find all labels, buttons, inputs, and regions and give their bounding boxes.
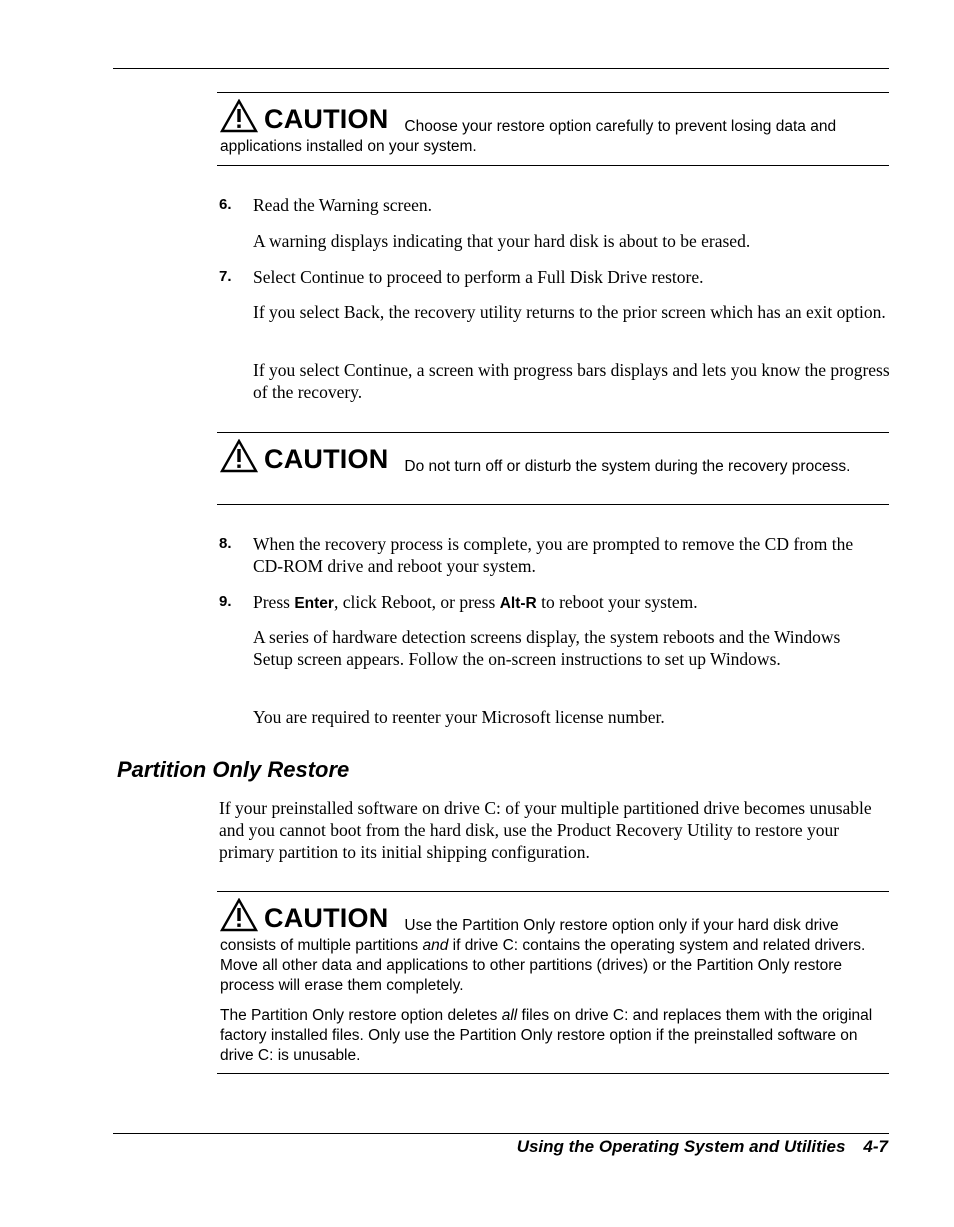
- caution-body-3b: [217, 1006, 882, 1066]
- caution-text-3b-2: files on drive C: and replaces them with the original factory installed files. Only use the Partition Only restore option if the preinstalled software on drive C: is unusable.: [220, 1007, 873, 1064]
- caution-text-3b-emphasis: all: [501, 1007, 518, 1024]
- caution-box-1: [217, 92, 889, 166]
- caution-heading-3: [220, 898, 388, 932]
- enter-key-label: Enter: [294, 595, 334, 612]
- caution-label: CAUTION: [264, 903, 389, 933]
- caution-text-1: Choose your restore option carefully to prevent losing data and applications installed on your system.: [220, 118, 837, 155]
- caution-text-3b-1: The Partition Only restore option deletes: [220, 1007, 502, 1024]
- step-number: 8.: [219, 535, 232, 552]
- warning-triangle-icon: [220, 99, 258, 133]
- caution-body-2: [217, 433, 889, 477]
- caution-text-3a-1: Use the Partition Only restore option only if your hard disk drive consists of multiple partitions: [220, 917, 839, 954]
- caution-box-3: [217, 891, 889, 1074]
- caution-text-2: Do not turn off or disturb the system during the recovery process.: [404, 458, 851, 475]
- page-footer: [517, 1137, 888, 1157]
- caution-body-3a: [217, 892, 889, 996]
- step-7-detail-back: If you select Back, the recovery utility returns to the prior screen which has an exit option.: [253, 302, 886, 322]
- step-number: 6.: [219, 196, 232, 213]
- step-6-detail: A warning displays indicating that your hard disk is about to be erased.: [253, 231, 751, 251]
- step-text: Select Continue to proceed to perform a Full Disk Drive restore.: [253, 267, 704, 287]
- warning-triangle-icon: [220, 898, 258, 932]
- header-rule: [113, 68, 889, 69]
- section-heading: Partition Only Restore: [117, 757, 350, 782]
- caution-text-3a-2: if drive C: contains the operating system and related drivers. Move all other data and applications to other partitions (drives) or the Partition Only restore process will erase them completely.: [220, 937, 866, 994]
- step-9-text-mid: , click Reboot, or press: [333, 592, 500, 612]
- caution-label: CAUTION: [264, 444, 389, 474]
- step-9-text-post: to reboot your system.: [536, 592, 698, 612]
- caution-box-2: [217, 432, 889, 505]
- step-text: Read the Warning screen.: [253, 195, 433, 215]
- step-number: 9.: [219, 593, 232, 610]
- footer-title: Using the Operating System and Utilities: [516, 1137, 846, 1156]
- step-9-detail-setup: A series of hardware detection screens display, the system reboots and the Windows Setup screen appears. Follow the on-screen instructions to set up Windows.: [253, 627, 841, 669]
- caution-heading-1: [220, 99, 388, 133]
- page-number: 4-7: [863, 1137, 888, 1156]
- warning-triangle-icon: [220, 439, 258, 473]
- alt-r-key-label: Alt-R: [499, 595, 537, 612]
- step-7-detail-continue: If you select Continue, a screen with progress bars displays and lets you know the progress of the recovery.: [253, 360, 890, 402]
- step-9-text-pre: Press: [253, 592, 295, 612]
- step-9-detail-license: You are required to reenter your Microsoft license number.: [253, 707, 665, 727]
- footer-rule: [113, 1133, 889, 1134]
- step-text: When the recovery process is complete, you are prompted to remove the CD from the CD-ROM drive and reboot your system.: [253, 534, 854, 576]
- caution-body-1: [217, 93, 889, 157]
- caution-label: CAUTION: [264, 104, 389, 134]
- step-number: 7.: [219, 268, 232, 285]
- caution-text-3a-emphasis: and: [422, 937, 449, 954]
- section-intro: If your preinstalled software on drive C: of your multiple partitioned drive becomes unusable and you cannot boot from the hard disk, use the Product Recovery Utility to restore your primary partition to its initial shipping configuration.: [219, 798, 872, 862]
- step-text: [253, 591, 893, 615]
- caution-heading-2: [220, 439, 388, 473]
